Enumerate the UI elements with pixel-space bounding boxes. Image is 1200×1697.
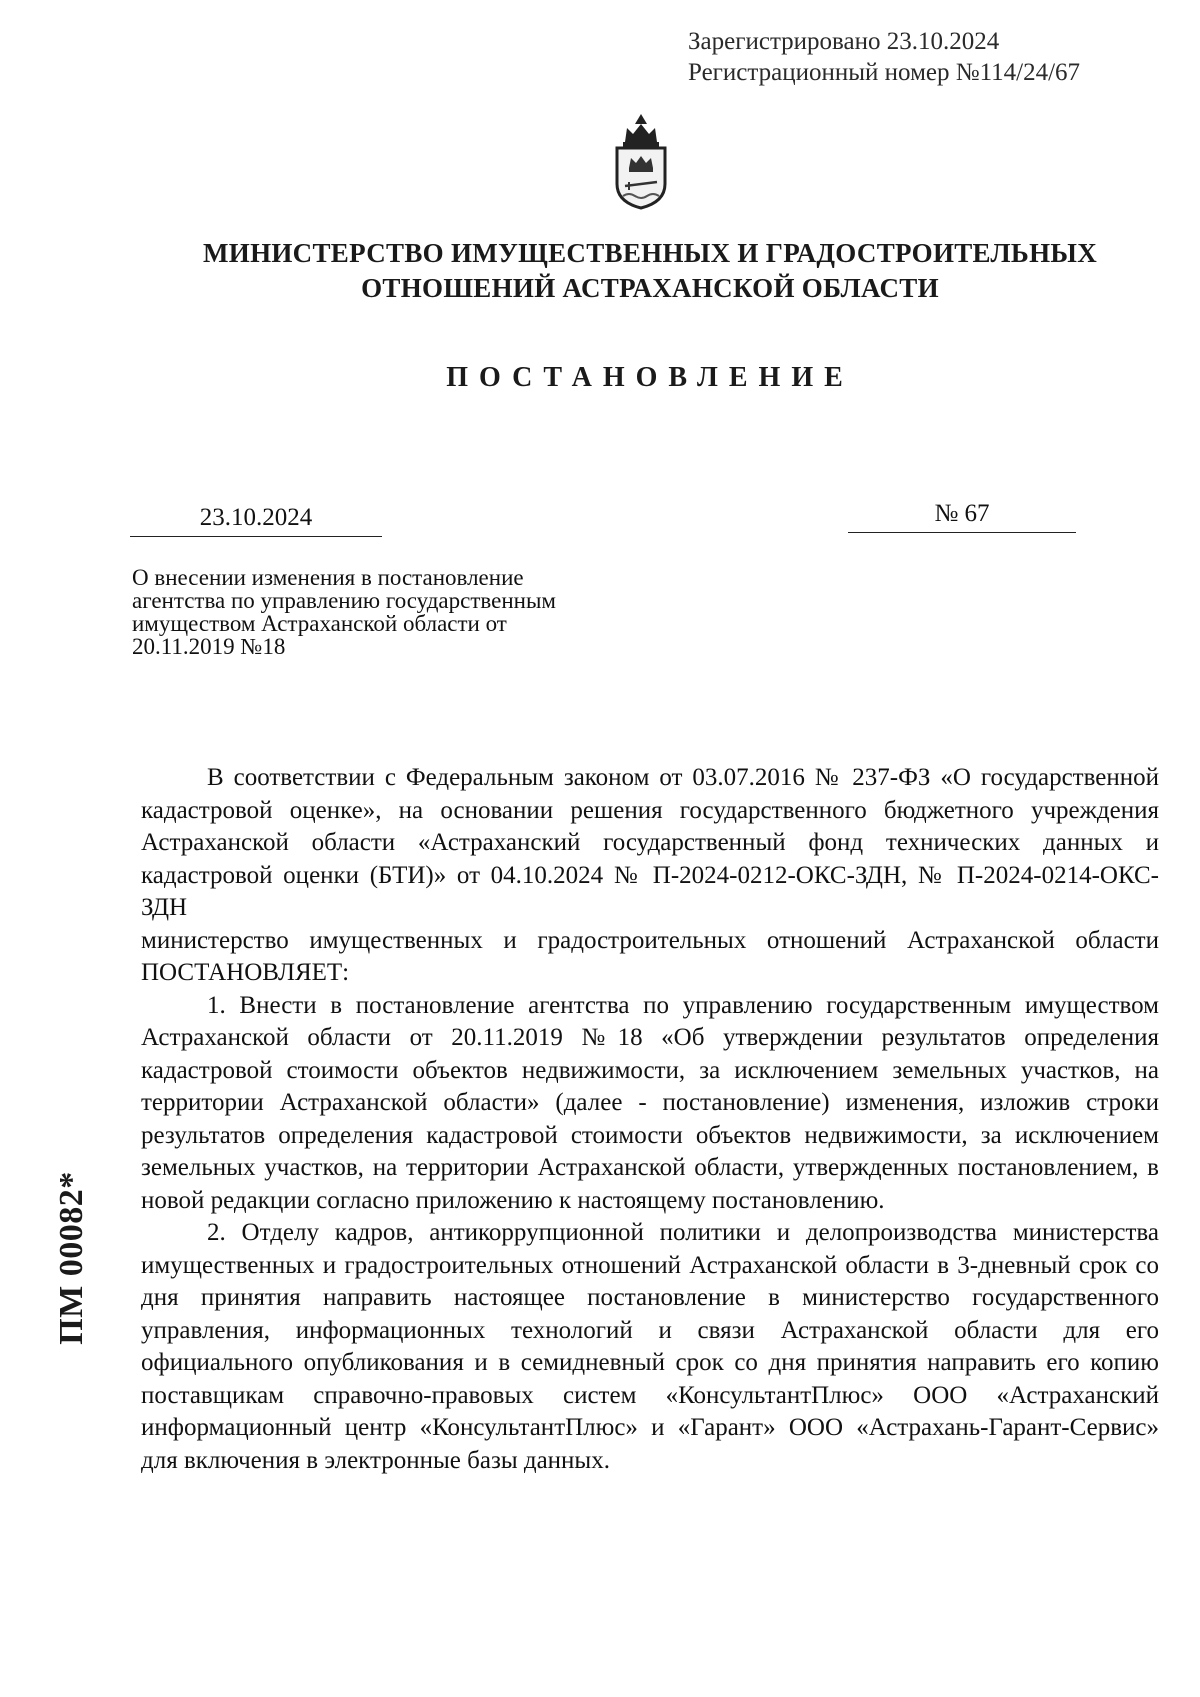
document-subject: О внесении изменения в постановление агентства по управлению государственным имуществом Астраханской области от 20.11.2019 №18	[132, 565, 556, 659]
registration-date: Зарегистрировано 23.10.2024	[688, 28, 1000, 55]
document-type-title: ПОСТАНОВЛЕНИЕ	[446, 362, 854, 393]
document-date: 23.10.2024	[130, 504, 382, 537]
ministry-name-line-2: ОТНОШЕНИЙ АСТРАХАНСКОЙ ОБЛАСТИ	[361, 273, 939, 303]
ministry-name-line-1: МИНИСТЕРСТВО ИМУЩЕСТВЕННЫХ И ГРАДОСТРОИТЕЛЬНЫХ	[202, 238, 1097, 268]
body-decree-paragraph: министерство имущественных и градостроительных отношений Астраханской области ПОСТАНОВЛЯЕТ:	[141, 926, 1159, 986]
body-item-1: 1. Внести в постановление агентства по управлению государственным имуществом Астраханской области от 20.11.2019 №18 «Об утверждении результатов определения кадастровой стоимости объектов недвижимости, за исключением земельных участков, на территории Астраханской области» (далее - постановление) изменения, изложив строки результатов определения кадастровой стоимости объектов недвижимости, за исключением земельных участков, на территории Астраханской области, утвержденных постановлением, в новой редакции согласно приложению к настоящему постановлению.	[141, 991, 1159, 1214]
body-item-2: 2. Отделу кадров, антикоррупционной политики и делопроизводства министерства имущественных и градостроительных отношений Астраханской области в 3-дневный срок со дня принятия направить настоящее постановление в министерство государственного управления, информационных технологий и связи Астраханской области для его официального опубликования и в семидневный срок со дня принятия направить его копию поставщикам справочно-правовых систем «КонсультантПлюс» ООО «Астраханский информационный центр «КонсультантПлюс» и «Гарант» ООО «Астрахань-Гарант-Сервис» для включения в электронные базы данных.	[141, 1219, 1159, 1474]
registration-block	[688, 26, 1080, 88]
body-intro-paragraph: В соответствии с Федеральным законом от 03.07.2016 № 237-ФЗ «О государственной кадастровой оценке», на основании решения государственного бюджетного учреждения Астраханской области «Астраханский государственный фонд технических данных и кадастровой оценки (БТИ)» от 04.10.2024 № П-2024-0212-ОКС-ЗДН, № П-2024-0214-ОКС-ЗДН	[141, 764, 1159, 921]
document-body	[141, 762, 1159, 1477]
document-number: № 67	[848, 500, 1076, 533]
ministry-name	[0, 236, 1200, 306]
margin-stamp-code: ПМ 00082*	[53, 1171, 90, 1345]
registration-number: Регистрационный номер №114/24/67	[688, 59, 1081, 86]
astrakhan-coat-of-arms-icon	[607, 112, 675, 210]
